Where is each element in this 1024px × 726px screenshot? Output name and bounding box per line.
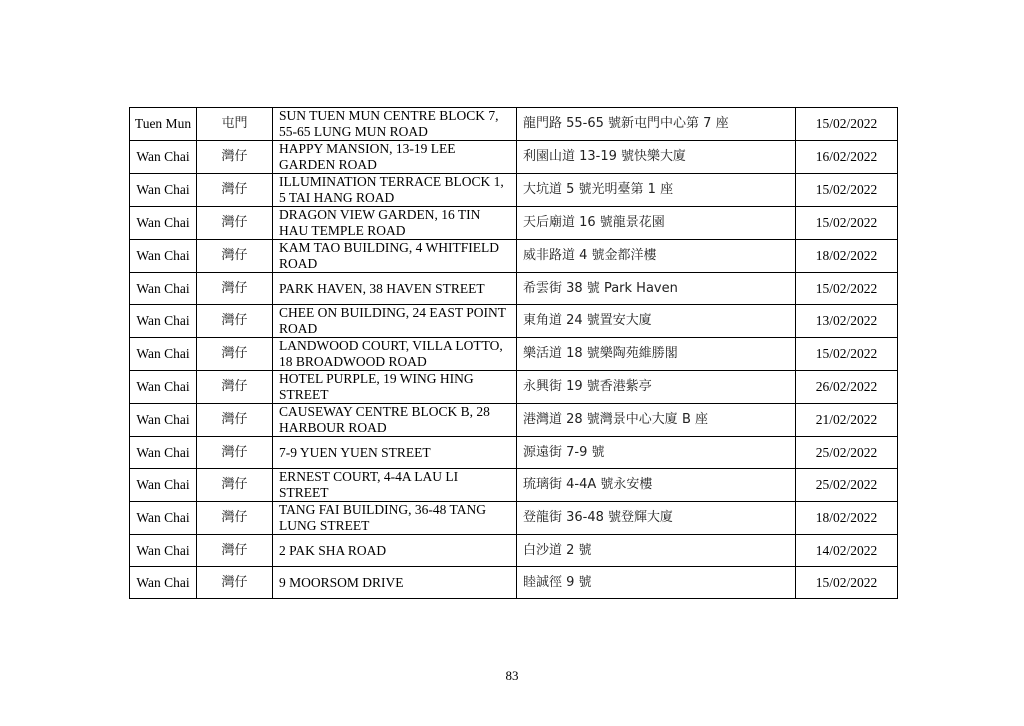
date-cell: 15/02/2022: [796, 567, 898, 599]
district-en-cell: Tuen Mun: [130, 108, 197, 141]
address-en-cell: ERNEST COURT, 4-4A LAU LI STREET: [273, 469, 517, 502]
district-en-cell: Wan Chai: [130, 469, 197, 502]
address-en-cell: KAM TAO BUILDING, 4 WHITFIELD ROAD: [273, 240, 517, 273]
address-en-cell: ILLUMINATION TERRACE BLOCK 1, 5 TAI HANG ROAD: [273, 174, 517, 207]
address-zh-cell: 威非路道 4 號金都洋樓: [517, 240, 796, 273]
district-zh-cell: 灣仔: [197, 437, 273, 469]
date-cell: 15/02/2022: [796, 207, 898, 240]
table-row: [130, 273, 898, 305]
district-zh-cell: 灣仔: [197, 174, 273, 207]
address-en-cell: DRAGON VIEW GARDEN, 16 TIN HAU TEMPLE ROAD: [273, 207, 517, 240]
district-zh-cell: 灣仔: [197, 273, 273, 305]
table-row: [130, 141, 898, 174]
table-row: [130, 174, 898, 207]
table-row: [130, 240, 898, 273]
table-row: [130, 338, 898, 371]
address-zh-cell: 港灣道 28 號灣景中心大廈 B 座: [517, 404, 796, 437]
district-zh-cell: 灣仔: [197, 207, 273, 240]
address-zh-cell: 琉璃街 4-4A 號永安樓: [517, 469, 796, 502]
district-zh-cell: 灣仔: [197, 240, 273, 273]
district-zh-cell: 灣仔: [197, 567, 273, 599]
district-zh-cell: 灣仔: [197, 338, 273, 371]
date-cell: 15/02/2022: [796, 174, 898, 207]
district-en-cell: Wan Chai: [130, 567, 197, 599]
address-en-cell: 9 MOORSOM DRIVE: [273, 567, 517, 599]
address-zh-cell: 大坑道 5 號光明臺第 1 座: [517, 174, 796, 207]
district-zh-cell: 灣仔: [197, 371, 273, 404]
table-row: [130, 371, 898, 404]
table-row: [130, 108, 898, 141]
date-cell: 15/02/2022: [796, 338, 898, 371]
address-en-cell: 7-9 YUEN YUEN STREET: [273, 437, 517, 469]
address-en-cell: CHEE ON BUILDING, 24 EAST POINT ROAD: [273, 305, 517, 338]
address-zh-cell: 希雲街 38 號 Park Haven: [517, 273, 796, 305]
address-zh-cell: 睦誠徑 9 號: [517, 567, 796, 599]
date-cell: 25/02/2022: [796, 437, 898, 469]
district-en-cell: Wan Chai: [130, 207, 197, 240]
address-en-cell: PARK HAVEN, 38 HAVEN STREET: [273, 273, 517, 305]
table-row: [130, 469, 898, 502]
address-zh-cell: 源遠街 7-9 號: [517, 437, 796, 469]
date-cell: 26/02/2022: [796, 371, 898, 404]
date-cell: 18/02/2022: [796, 240, 898, 273]
district-zh-cell: 灣仔: [197, 404, 273, 437]
district-zh-cell: 屯門: [197, 108, 273, 141]
address-zh-cell: 利園山道 13-19 號快樂大廈: [517, 141, 796, 174]
address-zh-cell: 龍門路 55-65 號新屯門中心第 7 座: [517, 108, 796, 141]
table-row: [130, 305, 898, 338]
address-zh-cell: 天后廟道 16 號龍景花園: [517, 207, 796, 240]
date-cell: 16/02/2022: [796, 141, 898, 174]
district-en-cell: Wan Chai: [130, 273, 197, 305]
address-en-cell: SUN TUEN MUN CENTRE BLOCK 7, 55-65 LUNG MUN ROAD: [273, 108, 517, 141]
address-en-cell: TANG FAI BUILDING, 36-48 TANG LUNG STREET: [273, 502, 517, 535]
district-zh-cell: 灣仔: [197, 141, 273, 174]
table-body: [130, 108, 898, 599]
district-en-cell: Wan Chai: [130, 305, 197, 338]
address-zh-cell: 東角道 24 號置安大廈: [517, 305, 796, 338]
district-zh-cell: 灣仔: [197, 469, 273, 502]
page-number: 83: [505, 668, 519, 683]
table-row: [130, 404, 898, 437]
district-zh-cell: 灣仔: [197, 305, 273, 338]
district-en-cell: Wan Chai: [130, 502, 197, 535]
district-en-cell: Wan Chai: [130, 174, 197, 207]
table-row: [130, 535, 898, 567]
address-en-cell: HAPPY MANSION, 13-19 LEE GARDEN ROAD: [273, 141, 517, 174]
district-en-cell: Wan Chai: [130, 371, 197, 404]
date-cell: 14/02/2022: [796, 535, 898, 567]
date-cell: 15/02/2022: [796, 108, 898, 141]
district-en-cell: Wan Chai: [130, 535, 197, 567]
address-zh-cell: 登龍街 36-48 號登輝大廈: [517, 502, 796, 535]
table-row: [130, 437, 898, 469]
date-cell: 25/02/2022: [796, 469, 898, 502]
address-zh-cell: 永興街 19 號香港紫亭: [517, 371, 796, 404]
address-en-cell: 2 PAK SHA ROAD: [273, 535, 517, 567]
date-cell: 21/02/2022: [796, 404, 898, 437]
table-row: [130, 207, 898, 240]
district-zh-cell: 灣仔: [197, 502, 273, 535]
address-zh-cell: 樂活道 18 號樂陶苑維勝閣: [517, 338, 796, 371]
district-en-cell: Wan Chai: [130, 141, 197, 174]
address-en-cell: CAUSEWAY CENTRE BLOCK B, 28 HARBOUR ROAD: [273, 404, 517, 437]
date-cell: 13/02/2022: [796, 305, 898, 338]
address-en-cell: HOTEL PURPLE, 19 WING HING STREET: [273, 371, 517, 404]
date-cell: 15/02/2022: [796, 273, 898, 305]
date-cell: 18/02/2022: [796, 502, 898, 535]
address-en-cell: LANDWOOD COURT, VILLA LOTTO, 18 BROADWOOD ROAD: [273, 338, 517, 371]
district-en-cell: Wan Chai: [130, 240, 197, 273]
district-en-cell: Wan Chai: [130, 404, 197, 437]
buildings-table: [129, 107, 898, 599]
district-en-cell: Wan Chai: [130, 437, 197, 469]
address-zh-cell: 白沙道 2 號: [517, 535, 796, 567]
table-row: [130, 502, 898, 535]
table-row: [130, 567, 898, 599]
district-zh-cell: 灣仔: [197, 535, 273, 567]
district-en-cell: Wan Chai: [130, 338, 197, 371]
